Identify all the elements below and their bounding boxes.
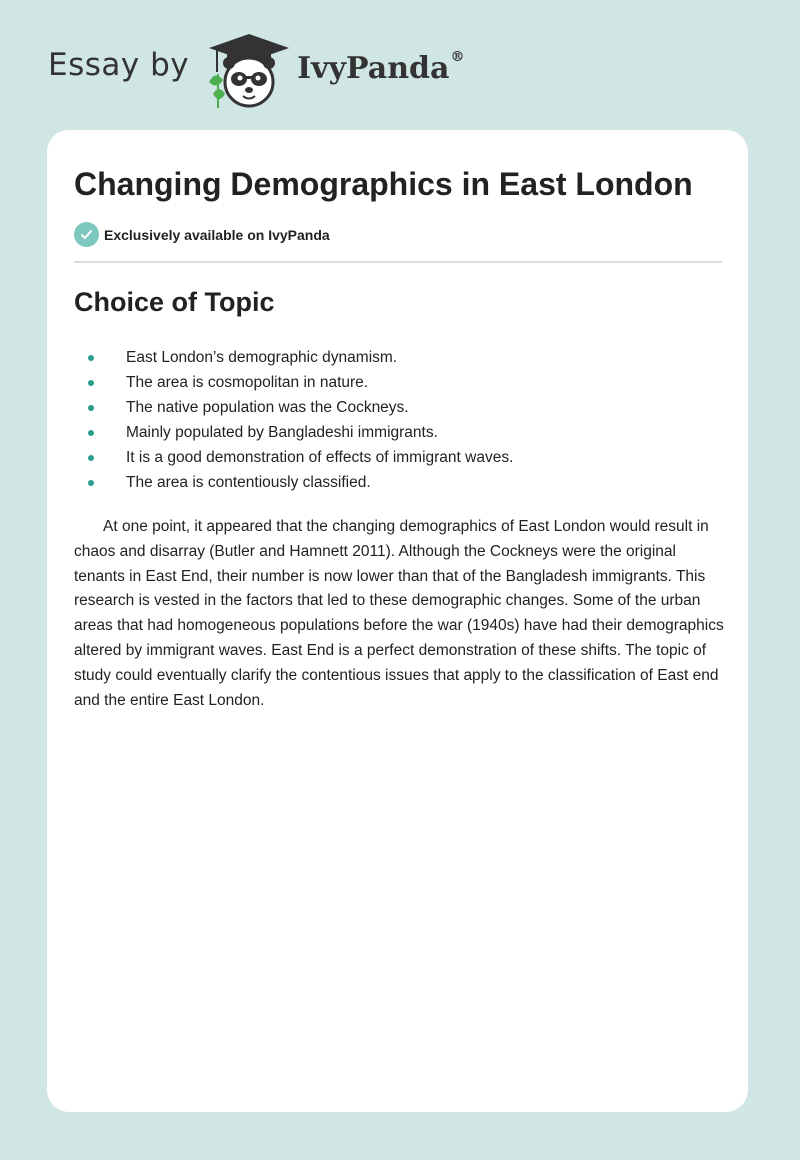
essay-by-label: Essay by bbox=[48, 47, 190, 83]
bullet-icon bbox=[88, 480, 94, 486]
list-item: Mainly populated by Bangladeshi immigrants. bbox=[74, 420, 722, 445]
list-item: The native population was the Cockneys. bbox=[74, 395, 722, 420]
topic-list bbox=[74, 345, 722, 495]
panda-graduate-icon bbox=[205, 30, 293, 110]
exclusive-label: Exclusively available on IvyPanda bbox=[104, 226, 330, 243]
bullet-icon bbox=[88, 355, 94, 361]
bullet-icon bbox=[88, 455, 94, 461]
page-title: Changing Demographics in East London bbox=[74, 166, 693, 202]
exclusive-badge bbox=[74, 222, 722, 263]
essay-card bbox=[47, 130, 748, 1112]
list-item: It is a good demonstration of effects of immigrant waves. bbox=[74, 445, 722, 470]
list-item: The area is cosmopolitan in nature. bbox=[74, 370, 722, 395]
list-item: East London’s demographic dynamism. bbox=[74, 345, 722, 370]
check-icon bbox=[74, 222, 99, 247]
section-title: Choice of Topic bbox=[74, 287, 275, 317]
body-paragraph: At one point, it appeared that the changing demographics of East London would result in chaos and disarray (Butler and Hamnett 2011). Although the Cockneys were the original tenants in East End, their number is now lower than that of the Bangladesh immigrants. This research is vested in the factors that led to these demographic changes. Some of the urban areas that had homogeneous populations before the war (1940s) have had their demographics altered by immigrant waves. East End is a perfect demonstration of these shifts. The topic of study could eventually clarify the contentious issues that apply to the classification of East end and the entire East London. bbox=[74, 518, 724, 709]
bullet-icon bbox=[88, 380, 94, 386]
list-item: The area is contentiously classified. bbox=[74, 470, 722, 495]
header bbox=[48, 30, 464, 110]
brand-name[interactable]: IvyPanda® bbox=[297, 48, 465, 86]
bullet-icon bbox=[88, 405, 94, 411]
bullet-icon bbox=[88, 430, 94, 436]
